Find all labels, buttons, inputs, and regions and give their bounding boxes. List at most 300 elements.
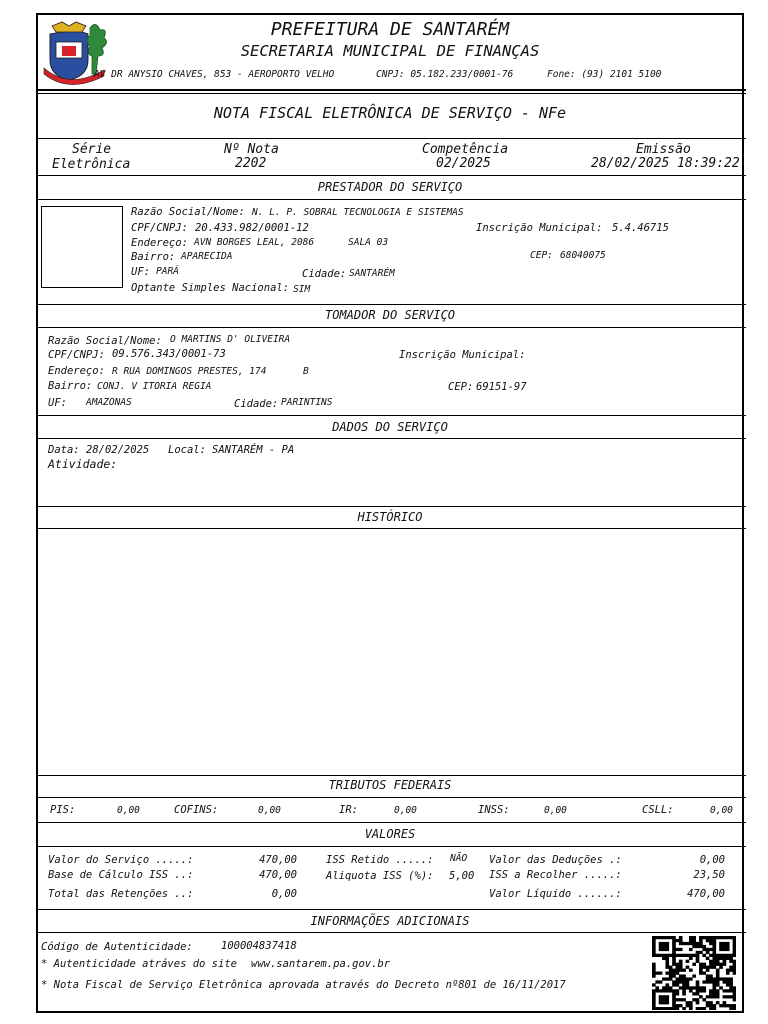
qr-module [652, 995, 656, 998]
qr-module [709, 974, 713, 977]
qr-module [672, 954, 676, 957]
tomador-complemento: B [303, 366, 309, 377]
city-cnpj: CNPJ: 05.182.233/0001-76 [376, 69, 514, 80]
qr-module [702, 963, 706, 966]
qr-module [729, 983, 733, 986]
qr-module [669, 969, 673, 972]
qr-module [716, 992, 720, 995]
base-calculo-label: Base de Cálculo ISS ..: [48, 869, 194, 881]
qr-module [692, 998, 696, 1001]
competencia-value: 02/2025 [436, 156, 491, 171]
qr-module [712, 957, 716, 960]
qr-module [696, 951, 700, 954]
qr-module [682, 980, 686, 983]
qr-module [723, 980, 727, 983]
prestador-cpf-label: CPF/CNPJ: [131, 222, 188, 234]
qr-module [676, 998, 680, 1001]
qr-module [669, 989, 673, 992]
qr-module [689, 957, 693, 960]
qr-module [702, 972, 706, 975]
nota-label: Nº Nota [224, 142, 279, 157]
qr-module [709, 977, 713, 980]
qr-module [672, 974, 676, 977]
prestador-uf-value: PARÁ [156, 266, 179, 277]
qr-module [733, 998, 736, 1001]
qr-module [733, 951, 736, 954]
qr-module [679, 960, 683, 963]
qr-module [672, 948, 676, 951]
qr-module [652, 1004, 656, 1007]
qr-module [652, 948, 656, 951]
qr-module [655, 954, 659, 957]
qr-module [716, 974, 720, 977]
qr-module [665, 948, 669, 951]
tomador-section-title: TOMADOR DO SERVIÇO [324, 308, 456, 322]
qr-module [709, 995, 713, 998]
qr-module [733, 948, 736, 951]
divider [36, 797, 746, 798]
qr-module [696, 986, 700, 989]
qr-module [733, 939, 736, 942]
qr-module [709, 942, 713, 945]
qr-module [665, 977, 669, 980]
divider [36, 138, 746, 139]
qr-module [696, 980, 700, 983]
divider [36, 506, 746, 507]
valores-section-title: VALORES [364, 827, 416, 841]
qr-module [689, 948, 693, 951]
qr-module [702, 980, 706, 983]
tomador-cidade-label: Cidade: [234, 398, 279, 410]
qr-module [679, 977, 683, 980]
qr-module [696, 1007, 700, 1010]
qr-module [682, 986, 686, 989]
csll-value: 0,00 [710, 805, 733, 816]
qr-module [702, 945, 706, 948]
qr-module [726, 1004, 730, 1007]
qr-module [659, 945, 663, 948]
qr-module [665, 986, 669, 989]
emissao-value: 28/02/2025 18:39:22 [591, 156, 740, 171]
qr-module [662, 948, 666, 951]
qr-module [652, 945, 656, 948]
qr-module [709, 960, 713, 963]
qr-module [676, 989, 680, 992]
qr-module [672, 1007, 676, 1010]
prestador-simples-label: Optante Simples Nacional: [131, 282, 290, 294]
qr-module [662, 998, 666, 1001]
qr-module [696, 954, 700, 957]
divider [36, 846, 746, 847]
qr-module [699, 989, 703, 992]
qr-module [655, 936, 659, 939]
qr-module [689, 986, 693, 989]
qr-module [733, 995, 736, 998]
qr-module [706, 948, 710, 951]
prestador-endereco-value: AVN BORGES LEAL, 2086 [194, 237, 315, 248]
tomador-endereco-value: R RUA DOMINGOS PRESTES, 174 [112, 366, 267, 377]
qr-module [652, 1007, 656, 1010]
tomador-cep-label: CEP: [448, 381, 474, 393]
divider [36, 199, 746, 200]
qr-module [716, 983, 720, 986]
qr-module [659, 989, 663, 992]
info-section-title: INFORMAÇÕES ADICIONAIS [310, 914, 470, 928]
qr-module [659, 995, 663, 998]
autenticidade-text: * Autenticidade atráves do site [41, 958, 237, 970]
ir-value: 0,00 [394, 805, 417, 816]
qr-module [723, 936, 727, 939]
servico-local-label: Local: [168, 444, 206, 456]
deducoes-label: Valor das Deduções .: [489, 854, 622, 866]
qr-module [716, 972, 720, 975]
qr-module [709, 1004, 713, 1007]
qr-module [719, 966, 723, 969]
qr-module [692, 942, 696, 945]
qr-module [712, 939, 716, 942]
qr-module [716, 1001, 720, 1004]
divider [36, 438, 746, 439]
autenticidade-site[interactable]: www.santarem.pa.gov.br [251, 958, 391, 970]
qr-module [699, 942, 703, 945]
qr-module [679, 974, 683, 977]
ir-label: IR: [339, 804, 358, 816]
qr-module [665, 936, 669, 939]
qr-module [672, 963, 676, 966]
qr-module [719, 977, 723, 980]
tomador-uf-label: UF: [48, 397, 67, 409]
qr-module [723, 995, 727, 998]
qr-module [665, 989, 669, 992]
qr-module [696, 989, 700, 992]
qr-module [662, 1007, 666, 1010]
qr-module [723, 942, 727, 945]
qr-module [733, 992, 736, 995]
qr-module [699, 986, 703, 989]
qr-module [733, 954, 736, 957]
qr-module [719, 963, 723, 966]
qr-module [672, 972, 676, 975]
qr-module [676, 1007, 680, 1010]
prestador-bairro-label: Bairro: [131, 251, 176, 263]
qr-module [712, 945, 716, 948]
qr-module [676, 980, 680, 983]
qr-module [652, 989, 656, 992]
qr-module [659, 1007, 663, 1010]
valor-servico-label: Valor do Serviço .....: [48, 854, 194, 866]
qr-module [692, 945, 696, 948]
qr-code [652, 936, 736, 1010]
qr-module [723, 977, 727, 980]
qr-module [729, 1007, 733, 1010]
aliquota-value: 5,00 [449, 870, 475, 882]
qr-module [652, 972, 656, 975]
qr-module [702, 989, 706, 992]
qr-module [669, 972, 673, 975]
qr-module [672, 939, 676, 942]
qr-module [682, 969, 686, 972]
qr-module [662, 954, 666, 957]
qr-module [729, 1004, 733, 1007]
qr-module [696, 998, 700, 1001]
divider [36, 93, 746, 94]
qr-module [686, 1001, 690, 1004]
qr-module [696, 1001, 700, 1004]
qr-module [679, 948, 683, 951]
qr-module [665, 972, 669, 975]
qr-module [665, 960, 669, 963]
qr-module [702, 936, 706, 939]
qr-module [692, 936, 696, 939]
valor-liquido-label: Valor Líquido ......: [489, 888, 622, 900]
qr-module [679, 954, 683, 957]
qr-module [662, 945, 666, 948]
divider [36, 415, 746, 416]
qr-module [676, 939, 680, 942]
qr-module [696, 992, 700, 995]
qr-module [659, 954, 663, 957]
qr-module [733, 1004, 736, 1007]
qr-module [733, 960, 736, 963]
qr-module [669, 1007, 673, 1010]
qr-module [719, 945, 723, 948]
qr-module [716, 977, 720, 980]
prestador-cpf-value: 20.433.982/0001-12 [195, 222, 309, 234]
qr-module [716, 989, 720, 992]
qr-module [672, 942, 676, 945]
qr-module [692, 963, 696, 966]
qr-module [676, 983, 680, 986]
qr-module [686, 983, 690, 986]
qr-module [712, 1007, 716, 1010]
qr-module [692, 992, 696, 995]
qr-module [659, 1001, 663, 1004]
qr-module [709, 992, 713, 995]
qr-module [665, 995, 669, 998]
qr-module [672, 936, 676, 939]
qr-module [706, 966, 710, 969]
qr-module [689, 942, 693, 945]
qr-module [655, 989, 659, 992]
qr-module [706, 980, 710, 983]
qr-module [686, 954, 690, 957]
qr-module [672, 1004, 676, 1007]
qr-module [692, 986, 696, 989]
tomador-im-label: Inscrição Municipal: [399, 349, 526, 361]
qr-module [699, 972, 703, 975]
qr-module [726, 995, 730, 998]
csll-label: CSLL: [642, 804, 674, 816]
prestador-endereco-label: Endereço: [131, 237, 188, 249]
qr-module [733, 945, 736, 948]
qr-module [699, 1007, 703, 1010]
qr-module [706, 957, 710, 960]
qr-module [712, 951, 716, 954]
qr-module [706, 1001, 710, 1004]
tomador-bairro-value: CONJ. V ITORIA REGIA [97, 381, 212, 392]
prestador-bairro-value: APARECIDA [181, 251, 233, 262]
qr-module [679, 936, 683, 939]
qr-module [655, 986, 659, 989]
divider [36, 932, 746, 933]
qr-module [702, 986, 706, 989]
tributos-section-title: TRIBUTOS FEDERAIS [328, 778, 452, 792]
historico-content [38, 530, 742, 774]
qr-module [709, 963, 713, 966]
qr-module [682, 992, 686, 995]
qr-module [716, 960, 720, 963]
qr-module [723, 963, 727, 966]
qr-module [662, 977, 666, 980]
iss-retido-value: NÃO [450, 853, 468, 864]
qr-module [665, 963, 669, 966]
qr-module [712, 980, 716, 983]
servico-local-value: SANTARÉM - PA [212, 444, 295, 456]
qr-module [712, 992, 716, 995]
qr-module [659, 936, 663, 939]
qr-module [676, 972, 680, 975]
qr-module [709, 1001, 713, 1004]
servico-section-title: DADOS DO SERVIÇO [332, 420, 448, 434]
qr-module [712, 963, 716, 966]
qr-module [699, 951, 703, 954]
qr-module [719, 936, 723, 939]
qr-module [652, 954, 656, 957]
qr-module [662, 995, 666, 998]
qr-module [682, 974, 686, 977]
qr-module [716, 936, 720, 939]
qr-module [662, 936, 666, 939]
qr-module [709, 939, 713, 942]
cofins-label: COFINS: [174, 804, 219, 816]
pis-label: PIS: [50, 804, 76, 816]
qr-module [689, 969, 693, 972]
qr-module [652, 1001, 656, 1004]
qr-module [723, 945, 727, 948]
qr-module [669, 954, 673, 957]
qr-module [692, 939, 696, 942]
tomador-uf-value: AMAZONAS [86, 397, 132, 408]
qr-module [733, 986, 736, 989]
qr-module [733, 1007, 736, 1010]
qr-module [676, 1004, 680, 1007]
serie-label: Série [72, 142, 112, 157]
qr-module [665, 942, 669, 945]
document-title: NOTA FISCAL ELETRÔNICA DE SERVIÇO - NFe [213, 104, 567, 122]
qr-module [716, 969, 720, 972]
tomador-razao-label: Razão Social/Nome: [48, 335, 162, 347]
inss-value: 0,00 [544, 805, 567, 816]
qr-module [659, 998, 663, 1001]
qr-module [706, 995, 710, 998]
qr-module [652, 983, 656, 986]
qr-module [689, 954, 693, 957]
qr-module [686, 960, 690, 963]
qr-module [682, 977, 686, 980]
qr-module [689, 977, 693, 980]
qr-module [733, 963, 736, 966]
qr-module [709, 954, 713, 957]
qr-module [729, 960, 733, 963]
qr-module [696, 957, 700, 960]
tomador-cpf-value: 09.576.343/0001-73 [112, 348, 226, 360]
qr-module [733, 936, 736, 939]
qr-module [672, 969, 676, 972]
qr-module [672, 998, 676, 1001]
qr-module [726, 948, 730, 951]
aliquota-label: Aliquota ISS (%): [326, 870, 434, 882]
qr-module [676, 966, 680, 969]
qr-module [709, 989, 713, 992]
qr-module [712, 966, 716, 969]
competencia-label: Competência [422, 142, 509, 157]
valor-servico-value: 470,00 [259, 854, 297, 866]
qr-module [726, 969, 730, 972]
qr-module [729, 966, 733, 969]
qr-module [682, 954, 686, 957]
qr-module [702, 954, 706, 957]
qr-module [662, 986, 666, 989]
qr-module [726, 989, 730, 992]
qr-module [682, 983, 686, 986]
qr-module [662, 989, 666, 992]
qr-module [676, 977, 680, 980]
qr-module [706, 951, 710, 954]
qr-module [723, 948, 727, 951]
city-title: PREFEITURA DE SANTARÉM [270, 19, 510, 40]
qr-module [676, 948, 680, 951]
qr-module [672, 980, 676, 983]
qr-code-icon [652, 936, 736, 1010]
qr-module [679, 963, 683, 966]
qr-module [669, 977, 673, 980]
tomador-cidade-value: PARINTINS [281, 397, 333, 408]
qr-module [723, 989, 727, 992]
divider [36, 775, 746, 776]
qr-module [665, 983, 669, 986]
qr-module [699, 995, 703, 998]
tomador-cep-value: 69151-97 [476, 381, 527, 393]
qr-module [712, 936, 716, 939]
qr-module [686, 980, 690, 983]
prestador-cidade-label: Cidade: [302, 268, 347, 280]
qr-module [676, 954, 680, 957]
divider [36, 89, 746, 91]
qr-module [672, 960, 676, 963]
qr-module [723, 960, 727, 963]
qr-module [699, 945, 703, 948]
qr-module [665, 957, 669, 960]
prestador-complemento: SALA 03 [348, 237, 389, 248]
qr-module [662, 957, 666, 960]
qr-module [662, 1001, 666, 1004]
qr-module [716, 980, 720, 983]
qr-module [682, 1007, 686, 1010]
prestador-cep-value: 68040075 [560, 250, 606, 261]
servico-data-label: Data: [48, 444, 80, 456]
qr-module [712, 995, 716, 998]
qr-module [679, 1004, 683, 1007]
qr-module [665, 945, 669, 948]
qr-module [709, 1007, 713, 1010]
qr-module [733, 966, 736, 969]
prestador-logo-box [41, 206, 123, 288]
tomador-endereco-label: Endereço: [48, 365, 105, 377]
servico-atividade-label: Atividade: [48, 457, 118, 471]
qr-module [702, 1007, 706, 1010]
qr-module [699, 963, 703, 966]
tomador-cpf-label: CPF/CNPJ: [48, 349, 105, 361]
